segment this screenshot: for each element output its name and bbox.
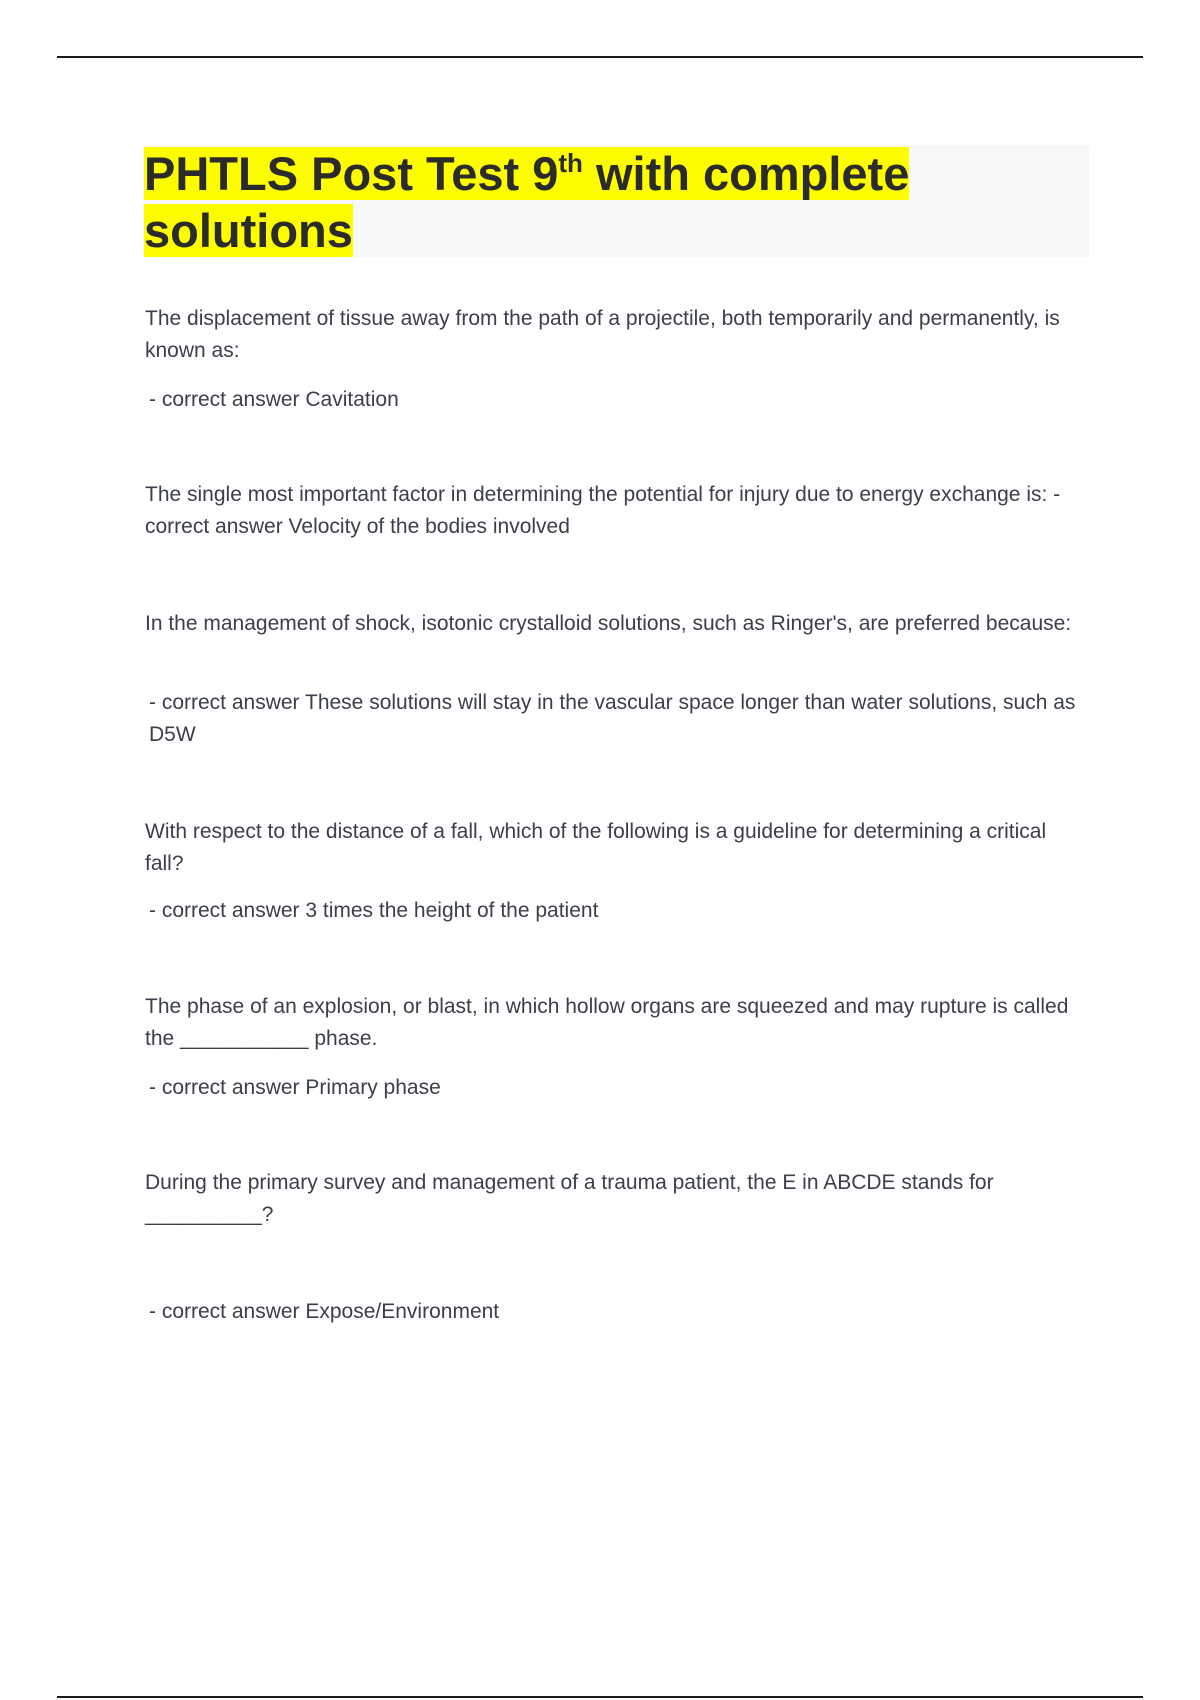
bottom-rule: [57, 1696, 1143, 1698]
answer-4: - correct answer 3 times the height of the patient: [149, 899, 599, 922]
answer-3: - correct answer These solutions will stay in the vascular space longer than water solutions, such as D5W: [149, 691, 1076, 746]
question-1: The displacement of tissue away from the path of a projectile, both temporarily and permanently, is known as:: [145, 307, 1060, 362]
title-main: PHTLS Post Test 9: [144, 147, 559, 200]
title-highlight: [144, 147, 909, 257]
question-2: The single most important factor in determining the potential for injury due to energy exchange is: - correct answer Velocity of the bodies involved: [145, 483, 1061, 538]
top-rule: [57, 56, 1143, 58]
document-title: [144, 145, 1024, 259]
answer-5: - correct answer Primary phase: [149, 1076, 441, 1099]
question-6: During the primary survey and management of a trauma patient, the E in ABCDE stands for __________?: [145, 1171, 994, 1226]
question-4: With respect to the distance of a fall, which of the following is a guideline for determining a critical fall?: [145, 820, 1047, 875]
title-rest: with complete: [582, 147, 910, 200]
question-5: The phase of an explosion, or blast, in which hollow organs are squeezed and may rupture is called the ___________ phase.: [145, 995, 1069, 1050]
answer-1: - correct answer Cavitation: [149, 388, 399, 411]
answer-6: - correct answer Expose/Environment: [149, 1300, 500, 1323]
title-line-2: solutions: [144, 204, 353, 257]
title-superscript: th: [558, 148, 583, 178]
question-3: In the management of shock, isotonic crystalloid solutions, such as Ringer's, are preferred because:: [145, 612, 1072, 635]
